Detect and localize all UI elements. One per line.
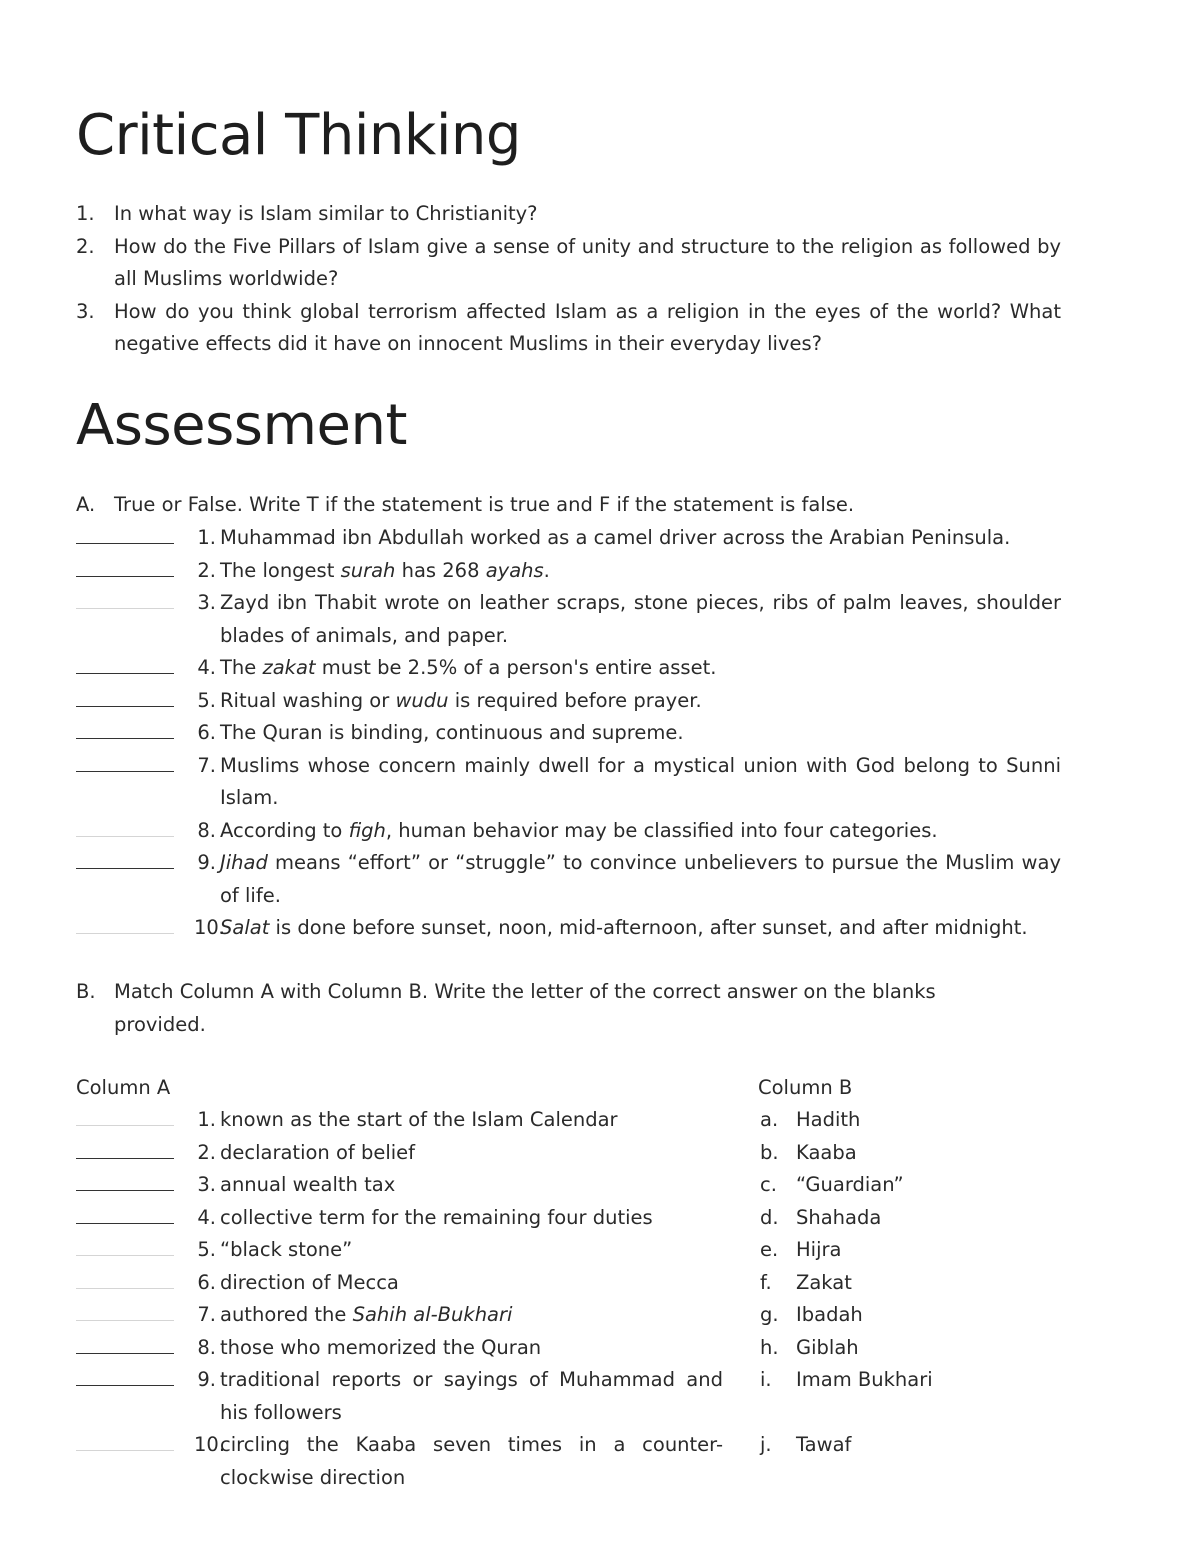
column-b-text: Imam Bukhari <box>796 1368 933 1391</box>
item-number: 10. <box>194 1433 226 1456</box>
question-number: 3. <box>76 299 95 323</box>
matching-row <box>76 1267 966 1300</box>
item-number: 1. <box>197 1108 216 1131</box>
column-b-header: Column B <box>758 1076 853 1099</box>
column-b-letter: f. <box>760 1270 772 1294</box>
column-a-text: circling the Kaaba seven times in a counter-clockwise direction <box>220 1433 723 1489</box>
item-number: 3. <box>197 591 216 614</box>
item-number: 10. <box>194 916 226 939</box>
answer-blank[interactable] <box>76 1202 174 1224</box>
item-text: The Quran is binding, continuous and supreme. <box>220 721 684 744</box>
item-number: 5. <box>197 688 216 712</box>
item-number: 4. <box>197 1205 216 1229</box>
matching-row <box>76 1104 966 1137</box>
column-a-header: Column A <box>76 1076 171 1099</box>
section-b-letter: B. <box>76 980 96 1003</box>
question-number: 1. <box>76 202 95 225</box>
column-b-letter: g. <box>760 1303 779 1326</box>
true-false-item <box>76 587 1061 652</box>
column-b-text: Shahada <box>796 1205 882 1229</box>
answer-blank[interactable] <box>76 1332 174 1354</box>
matching-row <box>76 1234 966 1267</box>
column-a-text: annual wealth tax <box>220 1173 396 1196</box>
column-b-text: Giblah <box>796 1335 859 1359</box>
column-a-text: traditional reports or sayings of Muhammad and his followers <box>220 1368 723 1424</box>
true-false-item <box>76 522 1061 555</box>
item-number: 2. <box>197 558 216 582</box>
true-false-item <box>76 652 1061 685</box>
column-a-text: known as the start of the Islam Calendar <box>220 1108 618 1131</box>
column-b-letter: i. <box>760 1368 772 1391</box>
section-b-text: Match Column A with Column B. Write the letter of the correct answer on the blanks provided. <box>114 980 936 1036</box>
question-text: How do the Five Pillars of Islam give a sense of unity and structure to the religion as followed by all Muslims worldwide? <box>114 234 1061 290</box>
item-text: Muhammad ibn Abdullah worked as a camel driver across the Arabian Peninsula. <box>220 526 1011 549</box>
column-b-text: Tawaf <box>796 1433 852 1456</box>
true-false-item <box>76 685 1061 718</box>
column-a-text: those who memorized the Quran <box>220 1335 542 1359</box>
item-text: Zayd ibn Thabit wrote on leather scraps, stone pieces, ribs of palm leaves, shoulder blades of animals, and paper. <box>220 591 1061 647</box>
item-number: 9. <box>197 851 216 874</box>
column-b-letter: a. <box>760 1108 779 1131</box>
column-a-text: “black stone” <box>220 1238 353 1261</box>
answer-blank[interactable] <box>76 912 174 934</box>
answer-blank[interactable] <box>76 522 174 544</box>
question-item <box>76 296 1061 361</box>
answer-blank[interactable] <box>76 555 174 577</box>
true-false-item <box>76 717 1061 750</box>
answer-blank[interactable] <box>76 1234 174 1256</box>
item-number: 4. <box>197 656 216 679</box>
column-b-letter: b. <box>760 1140 779 1164</box>
question-number: 2. <box>76 234 95 258</box>
column-b-text: Zakat <box>796 1270 852 1294</box>
item-text: The longest surah has 268 ayahs. <box>220 558 550 582</box>
matching-row <box>76 1364 966 1429</box>
section-a-instruction <box>76 489 1061 522</box>
column-a-text: authored the Sahih al-Bukhari <box>220 1303 513 1326</box>
column-b-text: Kaaba <box>796 1140 857 1164</box>
question-text: How do you think global terrorism affected Islam as a religion in the eyes of the world? What negative effects did it have on innocent Muslims in their everyday lives? <box>114 299 1061 355</box>
item-number: 3. <box>197 1173 216 1196</box>
answer-blank[interactable] <box>76 1137 174 1159</box>
item-number: 2. <box>197 1140 216 1164</box>
true-false-item <box>76 750 1061 815</box>
column-b-text: Hijra <box>796 1238 842 1261</box>
column-b-letter: h. <box>760 1335 779 1359</box>
section-a-text: True or False. Write T if the statement is true and F if the statement is false. <box>114 493 855 516</box>
answer-blank[interactable] <box>76 652 174 674</box>
column-a-text: direction of Mecca <box>220 1270 399 1294</box>
section-b-instruction <box>76 976 956 1041</box>
item-text: Salat is done before sunset, noon, mid-afternoon, after sunset, and after midnight. <box>220 916 1028 939</box>
assessment-heading: Assessment <box>76 393 407 458</box>
answer-blank[interactable] <box>76 750 174 772</box>
item-text: Muslims whose concern mainly dwell for a mystical union with God belong to Sunni Islam. <box>220 753 1061 809</box>
answer-blank[interactable] <box>76 815 174 837</box>
item-number: 5. <box>197 1238 216 1261</box>
answer-blank[interactable] <box>76 1169 174 1191</box>
true-false-list <box>76 522 1061 945</box>
true-false-item <box>76 555 1061 588</box>
matching-row <box>76 1332 966 1365</box>
true-false-item <box>76 847 1061 912</box>
matching-row <box>76 1169 966 1202</box>
matching-row <box>76 1429 966 1494</box>
answer-blank[interactable] <box>76 847 174 869</box>
matching-list <box>76 1104 966 1494</box>
item-text: Ritual washing or wudu is required before prayer. <box>220 688 702 712</box>
critical-thinking-heading: Critical Thinking <box>76 103 521 168</box>
column-b-letter: e. <box>760 1238 779 1261</box>
item-text: According to figh, human behavior may be classified into four categories. <box>220 818 938 842</box>
column-b-text: Ibadah <box>796 1303 863 1326</box>
answer-blank[interactable] <box>76 1104 174 1126</box>
matching-row <box>76 1202 966 1235</box>
matching-row <box>76 1299 966 1332</box>
answer-blank[interactable] <box>76 685 174 707</box>
item-number: 8. <box>197 818 216 842</box>
item-text: Jihad means “effort” or “struggle” to convince unbelievers to pursue the Muslim way of life. <box>220 851 1061 907</box>
item-text: The zakat must be 2.5% of a person's entire asset. <box>220 656 717 679</box>
item-number: 1. <box>197 526 216 549</box>
item-number: 7. <box>197 753 216 777</box>
answer-blank[interactable] <box>76 1267 174 1289</box>
answer-blank[interactable] <box>76 1429 174 1451</box>
item-number: 6. <box>197 721 216 744</box>
section-a-letter: A. <box>76 493 96 516</box>
column-b-text: “Guardian” <box>796 1173 904 1196</box>
item-number: 6. <box>197 1270 216 1294</box>
critical-thinking-questions <box>76 198 1061 361</box>
question-item <box>76 231 1061 296</box>
answer-blank[interactable] <box>76 1364 174 1386</box>
column-b-letter: d. <box>760 1205 779 1229</box>
matching-row <box>76 1137 966 1170</box>
item-number: 7. <box>197 1303 216 1326</box>
column-a-text: declaration of belief <box>220 1140 416 1164</box>
answer-blank[interactable] <box>76 587 174 609</box>
item-number: 8. <box>197 1335 216 1359</box>
question-text: In what way is Islam similar to Christianity? <box>114 202 538 225</box>
answer-blank[interactable] <box>76 717 174 739</box>
true-false-item <box>76 912 1061 945</box>
item-number: 9. <box>197 1368 216 1391</box>
column-b-letter: c. <box>760 1173 777 1196</box>
column-b-letter: j. <box>760 1433 772 1456</box>
question-item <box>76 198 1061 231</box>
column-b-text: Hadith <box>796 1108 861 1131</box>
answer-blank[interactable] <box>76 1299 174 1321</box>
column-a-text: collective term for the remaining four duties <box>220 1205 653 1229</box>
true-false-item <box>76 815 1061 848</box>
